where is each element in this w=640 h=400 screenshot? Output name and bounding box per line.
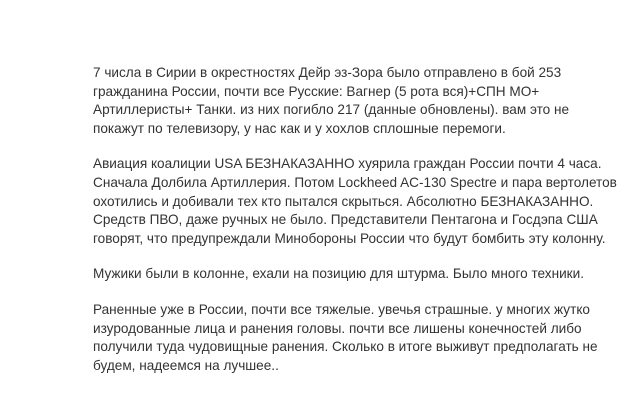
text-line: Раненные уже в России, почти все тяжелые. увечья страшные. у многих жутко (93, 301, 590, 317)
paragraph-4 (93, 301, 598, 375)
text-line: Сначала Долбила Артиллерия. Потом Lockheed AC-130 Spectre и пара вертолетов (93, 174, 617, 190)
text-line: Артиллеристы+ Танки. из них погибло 217 (данные обновлены). вам это не (93, 102, 570, 118)
text-line: Средств ПВО, даже ручных не было. Представители Пентагона и Госдэпа США (93, 212, 598, 228)
text-line: получили туда чудовищные ранения. Сколько в итоге выживут предполагать не (93, 339, 598, 355)
paragraph-2 (93, 155, 617, 248)
paragraph-3 (93, 265, 583, 284)
paragraph-1 (93, 64, 583, 138)
text-line: будем, надеемся на лучшее.. (93, 357, 279, 373)
text-line: изуродованные лица и ранения головы. почти все лишены конечностей либо (93, 320, 582, 336)
text-line: Мужики были в колонне, ехали на позицию для штурма. Было много техники. (93, 266, 585, 282)
post-text (93, 64, 617, 392)
text-line: Авиация коалиции USA БЕЗНАКАЗАННО хуярила граждан России почти 4 часа. (93, 156, 602, 172)
text-line: гражданина России, почти все Русские: Вагнер (5 рота вся)+СПН МО+ (93, 83, 540, 99)
text-line: охотились и добивали тех кто пытался скрыться. Абсолютно БЕЗНАКАЗАННО. (93, 193, 594, 209)
text-line: говорят, что предупреждали Минобороны России что будут бомбить эту колонну. (93, 230, 606, 246)
text-line: 7 числа в Сирии в окрестностях Дейр эз-Зора было отправлено в бой 253 (93, 65, 562, 80)
text-line: покажут по телевизору, у нас как и у хохлов сплошные перемоги. (93, 120, 506, 136)
